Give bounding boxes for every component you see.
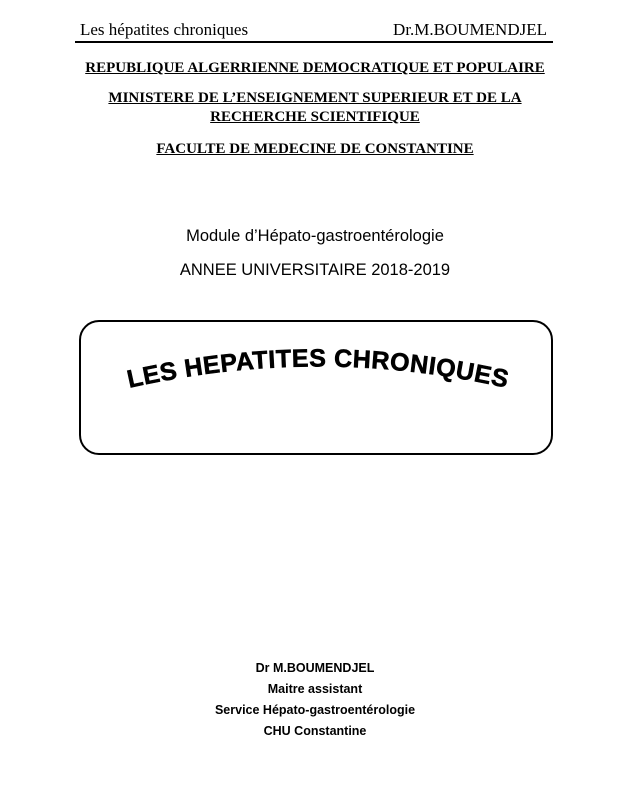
author-hospital: CHU Constantine (263, 724, 367, 738)
title-artwork (81, 322, 555, 457)
author-service: Service Hépato-gastroentérologie (214, 703, 416, 717)
author-role: Maitre assistant (267, 682, 363, 696)
title-frame (79, 320, 553, 455)
faculty-line: FACULTE DE MEDECINE DE CONSTANTINE (156, 141, 474, 157)
running-header-title: Les hépatites chroniques (80, 20, 249, 39)
ministry-line-part1: MINISTERE DE L’ENSEIGNEMENT SUPERIEUR ET DE LA (108, 90, 522, 106)
author-name: Dr M.BOUMENDJEL (255, 661, 375, 675)
module-name: Module d’Hépato-gastroentérologie (186, 227, 444, 245)
academic-year: ANNEE UNIVERSITAIRE 2018-2019 (179, 261, 451, 279)
header-rule (75, 41, 553, 43)
republic-line: REPUBLIQUE ALGERRIENNE DEMOCRATIQUE ET POPULAIRE (85, 60, 545, 76)
running-header-author: Dr.M.BOUMENDJEL (393, 20, 547, 39)
document-title: LES HEPATITES CHRONIQUES (124, 344, 512, 394)
ministry-line (75, 89, 555, 127)
ministry-line-part2: RECHERCHE SCIENTIFIQUE (210, 109, 420, 125)
svg-text:LES HEPATITES CHRONIQUES (125, 344, 512, 393)
